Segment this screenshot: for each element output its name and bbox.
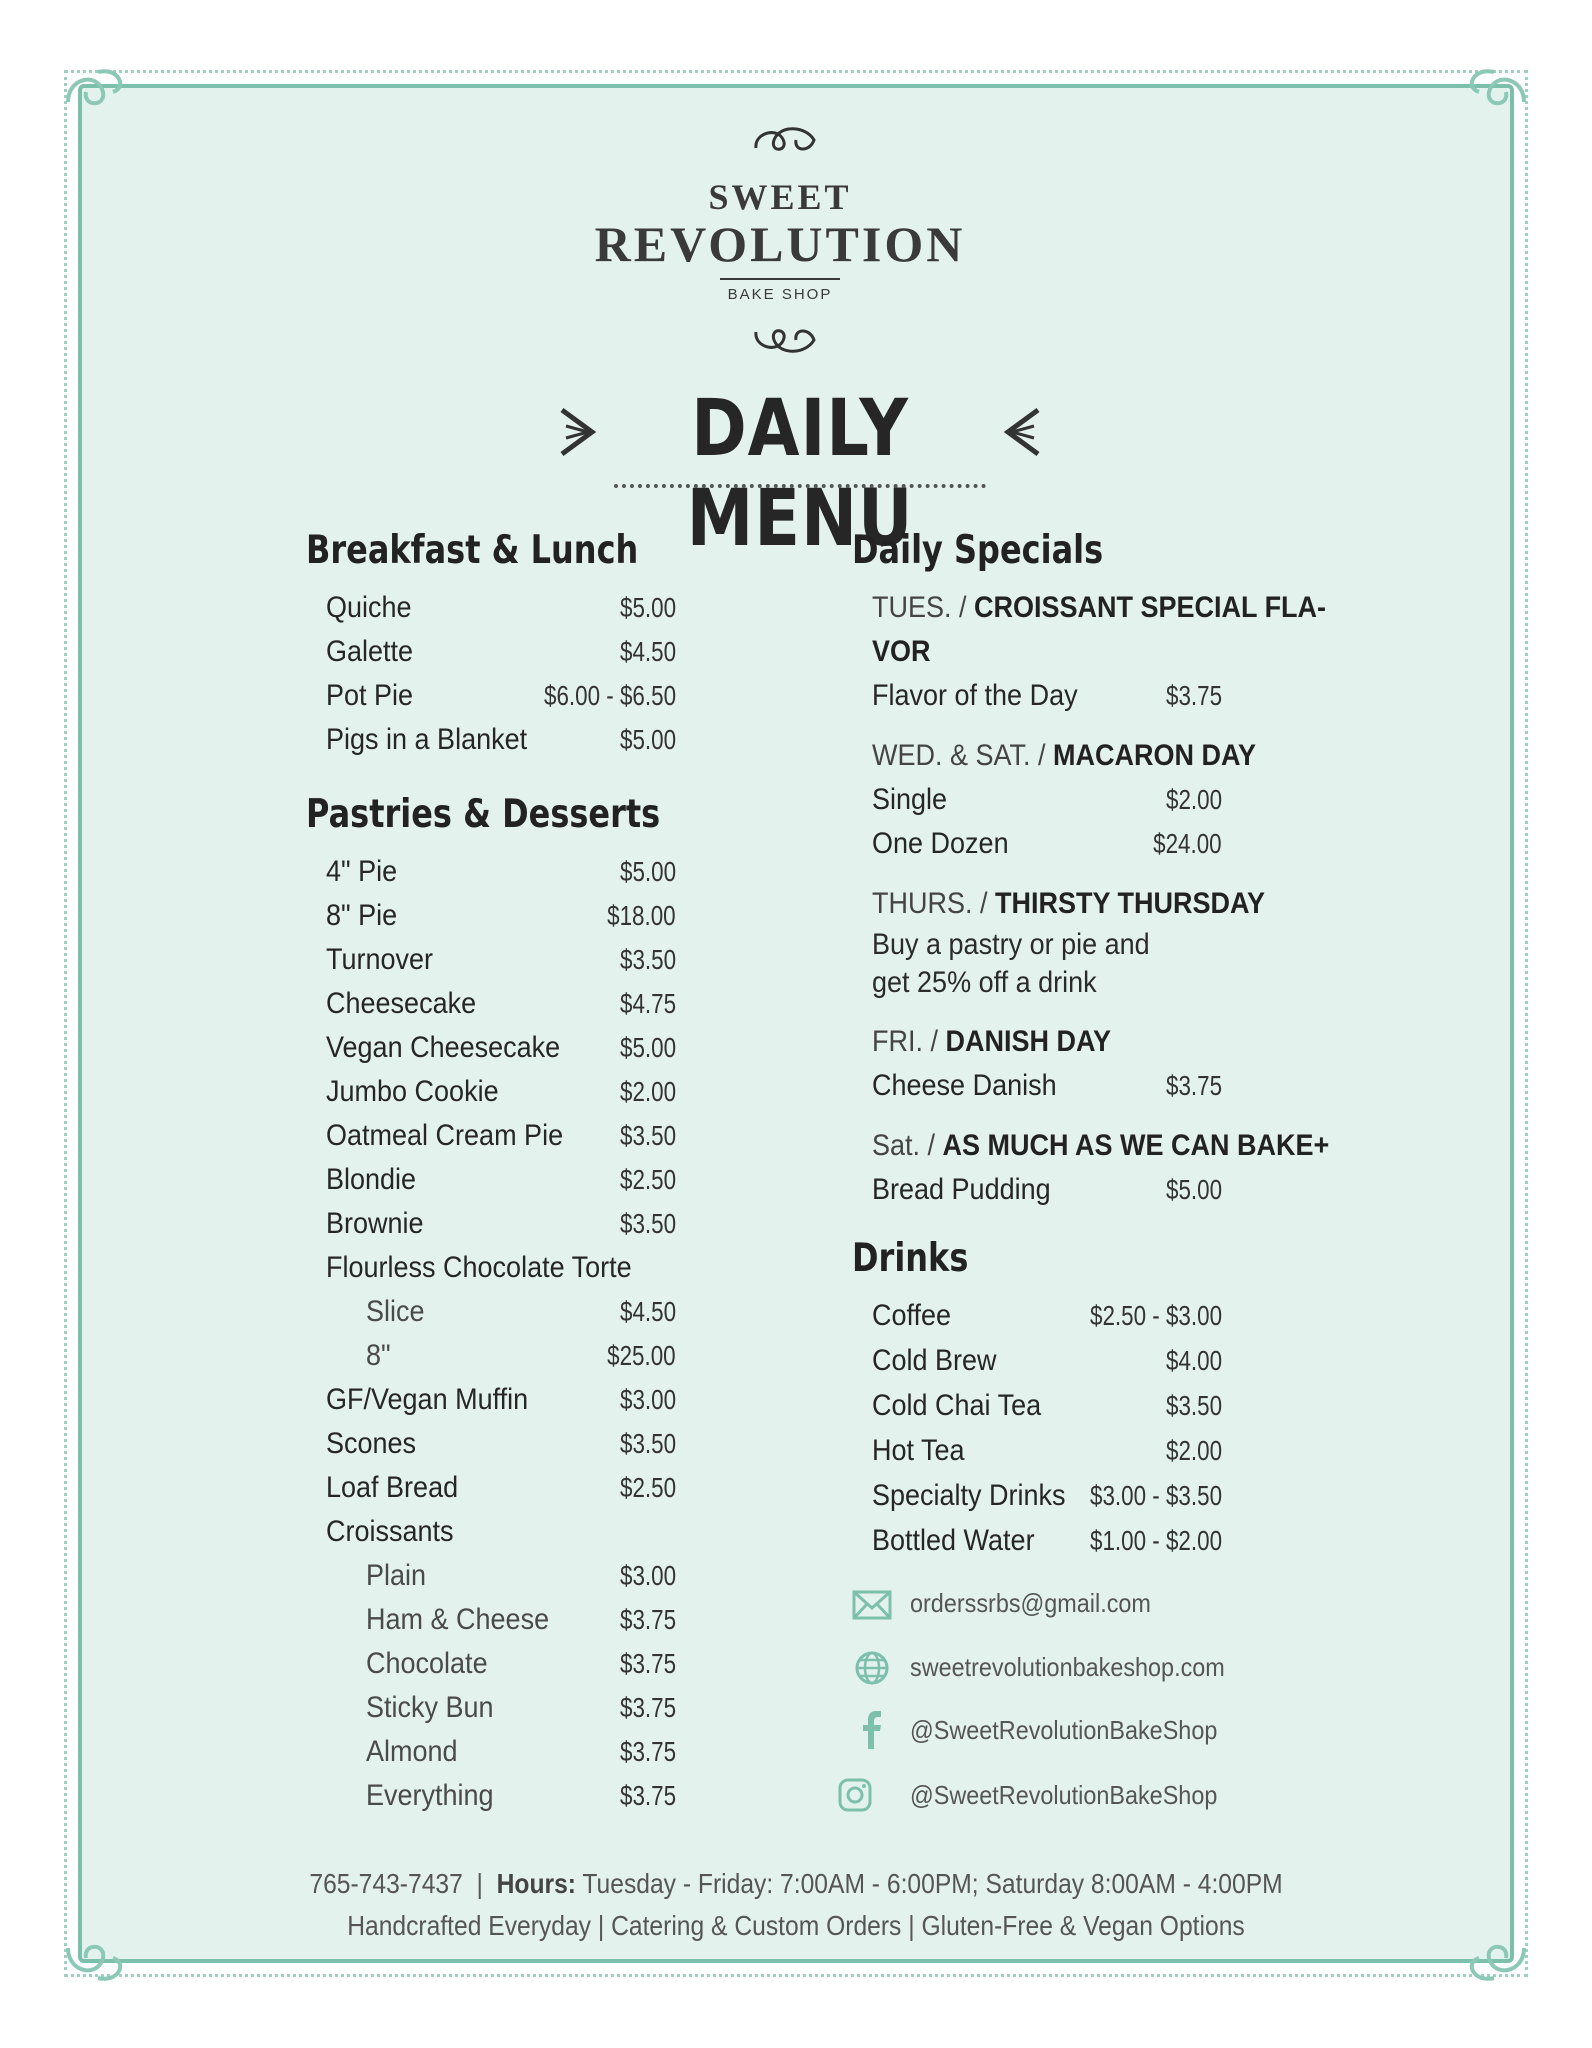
- facebook-icon: [850, 1711, 894, 1751]
- footer-line2: [0, 1910, 1592, 1942]
- footer-hours-label: Hours:: [496, 1868, 576, 1899]
- menu-item: Cheese Danish $3.75: [872, 1069, 1222, 1102]
- left-column: [306, 528, 676, 1818]
- special-thursday: THURS. / THIRSTY THURSDAY: [872, 887, 1266, 920]
- menu-item: Scones $3.50: [326, 1427, 676, 1460]
- menu-item: Hot Tea $2.00: [872, 1434, 1222, 1467]
- logo-bake-shop: BAKE SHOP: [720, 278, 840, 303]
- footer-tagline: Handcrafted Everyday | Catering & Custom Orders | Gluten-Free & Vegan Options: [347, 1910, 1245, 1941]
- menu-subitem: Almond $3.75: [366, 1735, 676, 1768]
- menu-item: Cheesecake $4.75: [326, 987, 676, 1020]
- menu-item: Pigs in a Blanket $5.00: [326, 723, 676, 756]
- menu-subitem: Chocolate $3.75: [366, 1647, 676, 1680]
- special-friday: FRI. / DANISH DAY: [872, 1025, 1112, 1058]
- special-thursday-line2: get 25% off a drink: [872, 966, 1097, 999]
- footer-line1: 765-743-7437 | Hours: Tuesday - Friday: 7:00AM - 6:00PM; Saturday 8:00AM - 4:00PM: [309, 1868, 1283, 1899]
- menu-item: Turnover $3.50: [326, 943, 676, 976]
- special-thursday-line1: Buy a pastry or pie and: [872, 928, 1150, 961]
- swirl-top-icon: [750, 118, 820, 166]
- menu-item: Bottled Water $1.00 - $2.00: [872, 1524, 1222, 1557]
- title-underline: [614, 484, 986, 488]
- breakfast-heading: Breakfast & Lunch: [306, 528, 639, 573]
- menu-subitem: Slice $4.50: [366, 1295, 676, 1328]
- mail-icon: [850, 1584, 894, 1624]
- menu-item: Cold Brew $4.00: [872, 1344, 1222, 1377]
- swirl-bottom-icon: [750, 314, 820, 362]
- menu-item: Specialty Drinks $3.00 - $3.50: [872, 1479, 1222, 1512]
- specials-list: [852, 586, 1330, 1212]
- menu-item: Vegan Cheesecake $5.00: [326, 1031, 676, 1064]
- menu-item: Loaf Bread $2.50: [326, 1471, 676, 1504]
- menu-subitem: Ham & Cheese $3.75: [366, 1603, 676, 1636]
- breakfast-list: [306, 586, 676, 762]
- menu-item: Flavor of the Day $3.75: [872, 679, 1222, 712]
- drinks-list: [852, 1294, 1222, 1564]
- chevron-left-icon: [1002, 402, 1042, 462]
- special-saturday: Sat. / AS MUCH AS WE CAN BAKE+: [872, 1129, 1330, 1162]
- menu-item: One Dozen $24.00: [872, 827, 1222, 860]
- footer-phone: 765-743-7437: [309, 1868, 463, 1899]
- menu-item: 4" Pie $5.00: [326, 855, 676, 888]
- menu-item: Croissants: [326, 1515, 454, 1548]
- menu-item: Cold Chai Tea $3.50: [872, 1389, 1222, 1422]
- menu-item: Brownie $3.50: [326, 1207, 676, 1240]
- menu-item: Coffee $2.50 - $3.00: [872, 1299, 1222, 1332]
- logo-sweet: SWEET: [708, 177, 852, 217]
- globe-icon: [850, 1648, 894, 1688]
- pastries-heading: Pastries & Desserts: [306, 792, 661, 837]
- pastries-list: [306, 850, 676, 1818]
- special-wednesday: WED. & SAT. / MACARON DAY: [872, 739, 1257, 772]
- logo-revolution: REVOLUTION: [594, 216, 966, 272]
- menu-subitem: 8" $25.00: [366, 1339, 676, 1372]
- flourish-icon: [1444, 62, 1534, 152]
- right-column: [852, 528, 1330, 1564]
- menu-item: 8" Pie $18.00: [326, 899, 676, 932]
- drinks-heading: Drinks: [852, 1236, 969, 1281]
- special-tuesday: TUES. / CROISSANT SPECIAL FLA-: [872, 591, 1327, 624]
- menu-subitem: Everything $3.75: [366, 1779, 676, 1812]
- menu-item: Oatmeal Cream Pie $3.50: [326, 1119, 676, 1152]
- menu-item: Blondie $2.50: [326, 1163, 676, 1196]
- menu-item: Pot Pie $6.00 - $6.50: [326, 679, 676, 712]
- menu-item: Single $2.00: [872, 783, 1222, 816]
- footer-hours: Tuesday - Friday: 7:00AM - 6:00PM; Saturday 8:00AM - 4:00PM: [582, 1868, 1283, 1899]
- menu-item: GF/Vegan Muffin $3.00: [326, 1383, 676, 1416]
- menu-item: Bread Pudding $5.00: [872, 1173, 1222, 1206]
- menu-item: Flourless Chocolate Torte: [326, 1251, 632, 1284]
- menu-subitem: Sticky Bun $3.75: [366, 1691, 676, 1724]
- menu-item: Jumbo Cookie $2.00: [326, 1075, 676, 1108]
- specials-heading: Daily Specials: [852, 528, 1104, 573]
- menu-item: Galette $4.50: [326, 635, 676, 668]
- flourish-icon: [58, 62, 148, 152]
- menu-subitem: Plain $3.00: [366, 1559, 676, 1592]
- page-title: DAILY MENU: [686, 384, 914, 564]
- instagram-icon: [834, 1776, 878, 1816]
- special-tuesday-cont: VOR: [872, 635, 931, 668]
- menu-item: Quiche $5.00: [326, 591, 676, 624]
- shop-logo: [560, 118, 1000, 368]
